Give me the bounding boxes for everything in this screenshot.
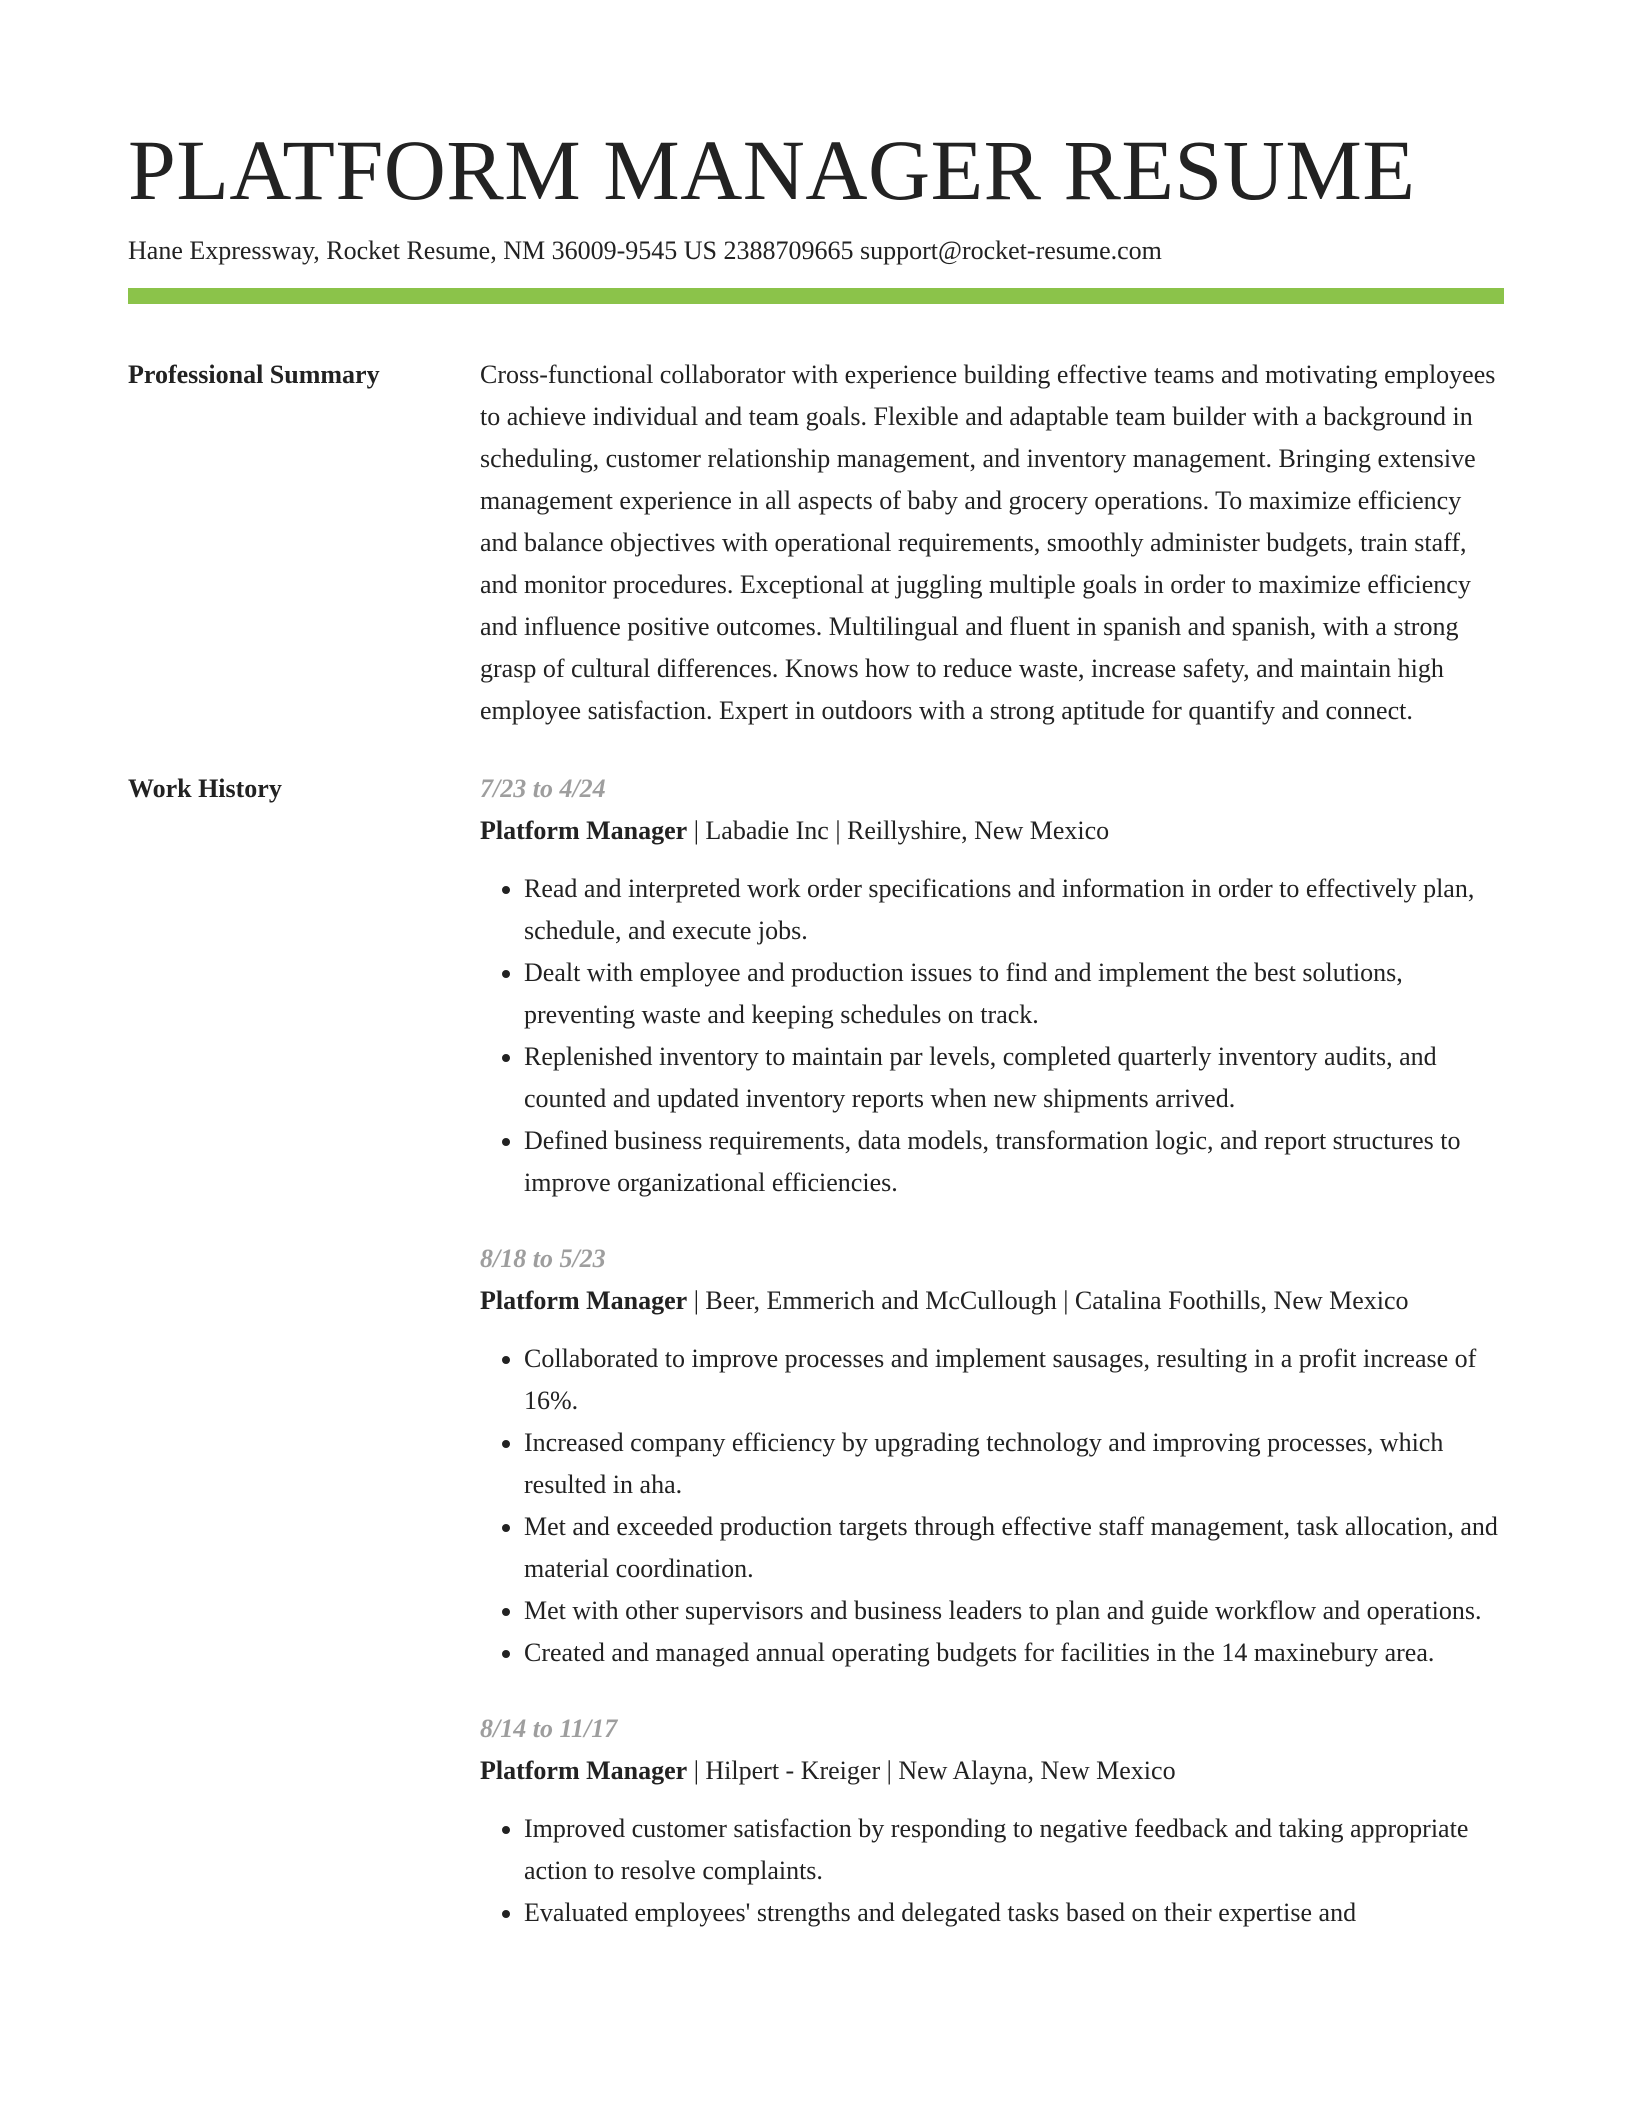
job-dates: 7/23 to 4/24 (480, 774, 606, 803)
job-bullet: • Read and interpreted work order specifications and information in order to effectively plan, schedule, and execute jobs. (524, 868, 1504, 952)
contact-info: Hane Expressway, Rocket Resume, NM 36009-9545 US 2388709665 support@rocket-resume.com (128, 236, 1162, 265)
section-label-work-history: Work History (128, 774, 282, 803)
job-company-location: | Labadie Inc | Reillyshire, New Mexico (687, 816, 1110, 845)
job-bullet: • Dealt with employee and production issues to find and implement the best solutions, preventing waste and keeping schedules on track. (524, 952, 1504, 1036)
job-entry (480, 768, 1504, 1204)
job-company-location: | Beer, Emmerich and McCullough | Catalina Foothills, New Mexico (687, 1286, 1409, 1315)
resume-page (128, 118, 1504, 1934)
job-title: Platform Manager (480, 1756, 688, 1785)
job-bullet: • Increased company efficiency by upgrading technology and improving processes, which resulted in aha. (524, 1422, 1504, 1506)
accent-divider (128, 288, 1504, 304)
job-company-location: | Hilpert - Kreiger | New Alayna, New Mexico (687, 1756, 1176, 1785)
job-heading (480, 1280, 1504, 1322)
professional-summary-section (128, 354, 1504, 732)
work-history-section (128, 768, 1504, 1934)
section-label-summary: Professional Summary (128, 360, 380, 389)
job-bullet-list (480, 1808, 1504, 1934)
job-bullet: • Created and managed annual operating budgets for facilities in the 14 maxinebury area. (524, 1632, 1504, 1674)
job-title: Platform Manager (480, 1286, 688, 1315)
job-entry (480, 1238, 1504, 1674)
job-heading (480, 810, 1504, 852)
job-bullet: • Improved customer satisfaction by responding to negative feedback and taking appropriate action to resolve complaints. (524, 1808, 1504, 1892)
job-bullet-list (480, 868, 1504, 1204)
job-dates: 8/18 to 5/23 (480, 1244, 606, 1273)
job-title: Platform Manager (480, 816, 688, 845)
job-bullet: • Replenished inventory to maintain par levels, completed quarterly inventory audits, and counted and updated inventory reports when new shipments arrived. (524, 1036, 1504, 1120)
job-bullet: • Met with other supervisors and business leaders to plan and guide workflow and operations. (524, 1590, 1504, 1632)
job-bullet-list (480, 1338, 1504, 1674)
job-bullet: • Collaborated to improve processes and implement sausages, resulting in a profit increase of 16%. (524, 1338, 1504, 1422)
job-dates: 8/14 to 11/17 (480, 1714, 618, 1743)
resume-title: PLATFORM MANAGER RESUME (128, 122, 1416, 218)
job-bullet: • Met and exceeded production targets through effective staff management, task allocation, and material coordination. (524, 1506, 1504, 1590)
job-heading (480, 1750, 1504, 1792)
job-bullet: • Defined business requirements, data models, transformation logic, and report structures to improve organizational efficiencies. (524, 1120, 1504, 1204)
job-entry (480, 1708, 1504, 1934)
summary-text: Cross-functional collaborator with experience building effective teams and motivating employees to achieve individual and team goals. Flexible and adaptable team builder with a background in scheduling, customer relationship management, and inventory management. Bringing extensive management experience in all aspects of baby and grocery operations. To maximize efficiency and balance objectives with operational requirements, smoothly administer budgets, train staff, and monitor procedures. Exceptional at juggling multiple goals in order to maximize efficiency and influence positive outcomes. Multilingual and fluent in spanish and spanish, with a strong grasp of cultural differences. Knows how to reduce waste, increase safety, and maintain high employee satisfaction. Expert in outdoors with a strong aptitude for quantify and connect. (480, 360, 1496, 725)
job-bullet: • Evaluated employees' strengths and delegated tasks based on their expertise and (524, 1892, 1504, 1934)
job-list (480, 768, 1504, 1934)
